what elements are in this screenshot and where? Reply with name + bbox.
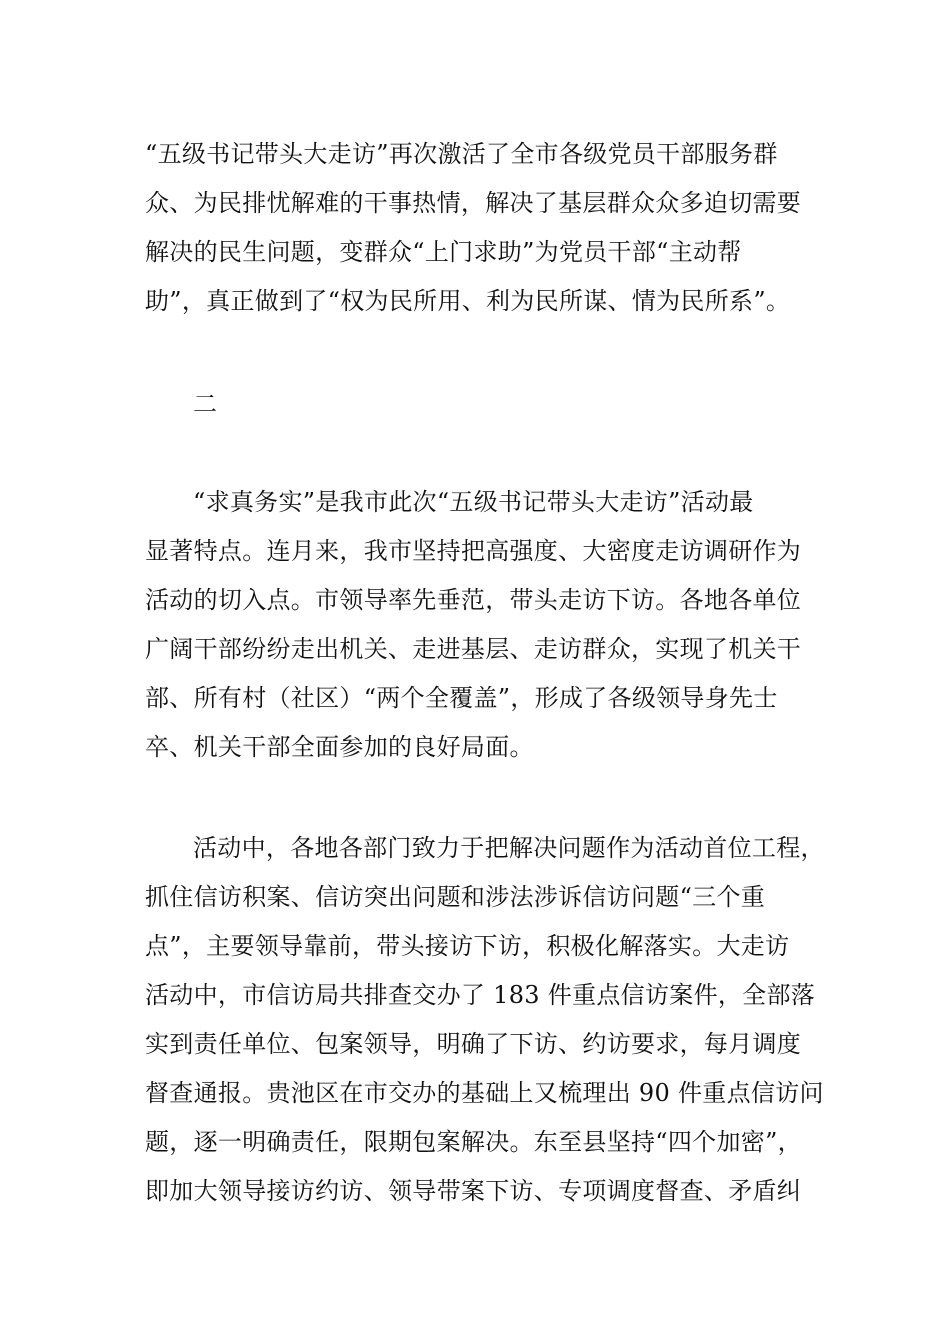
section-heading	[193, 380, 863, 429]
text-line: 实到责任单位、包案领导，明确了下访、约访要求，每月调度	[145, 1030, 802, 1058]
text-line: 显著特点。连月来，我市坚持把高强度、大密度走访调研作为	[145, 537, 802, 565]
text-line: 点”，主要领导靠前，带头接访下访，积极化解落实。大走访	[145, 932, 790, 960]
text-line: 卒、机关干部全面参加的良好局面。	[145, 733, 534, 761]
text-line: 活动中，市信访局共排查交办了 183 件重点信访案件，全部落	[145, 981, 816, 1009]
text-line: 活动中，各地各部门致力于把解决问题作为活动首位工程，	[193, 834, 825, 862]
text-line: 助”，真正做到了“权为民所用、利为民所谋、情为民所系”。	[145, 287, 791, 315]
text-line: 活动的切入点。市领导率先垂范，带头走访下访。各地各单位	[145, 586, 802, 614]
text-line: “五级书记带头大走访”再次激活了全市各级党员干部服务群	[145, 140, 778, 168]
text-line: 众、为民排忧解难的干事热情，解决了基层群众众多迫切需要	[145, 189, 802, 217]
text-line: 题，逐一明确责任，限期包案解决。东至县坚持“四个加密”，	[145, 1128, 802, 1156]
text-line: 解决的民生问题，变群众“上门求助”为党员干部“主动帮	[145, 238, 742, 266]
text-line: 抓住信访积案、信访突出问题和涉法涉诉信访问题“三个重	[145, 883, 766, 911]
text-line: 督查通报。贵池区在市交办的基础上又梳理出 90 件重点信访问	[145, 1079, 824, 1107]
text-line: 广阔干部纷纷走出机关、走进基层、走访群众，实现了机关干	[145, 635, 802, 663]
paragraph-1	[145, 130, 815, 326]
paragraph-2	[145, 478, 815, 772]
paragraph-3	[145, 824, 825, 1216]
text-line: “求真务实”是我市此次“五级书记带头大走访”活动最	[193, 488, 754, 516]
section-number: 二	[193, 390, 218, 418]
text-line: 即加大领导接访约访、领导带案下访、专项调度督查、矛盾纠	[145, 1177, 802, 1205]
text-line: 部、所有村（社区）“两个全覆盖”，形成了各级领导身先士	[145, 684, 778, 712]
